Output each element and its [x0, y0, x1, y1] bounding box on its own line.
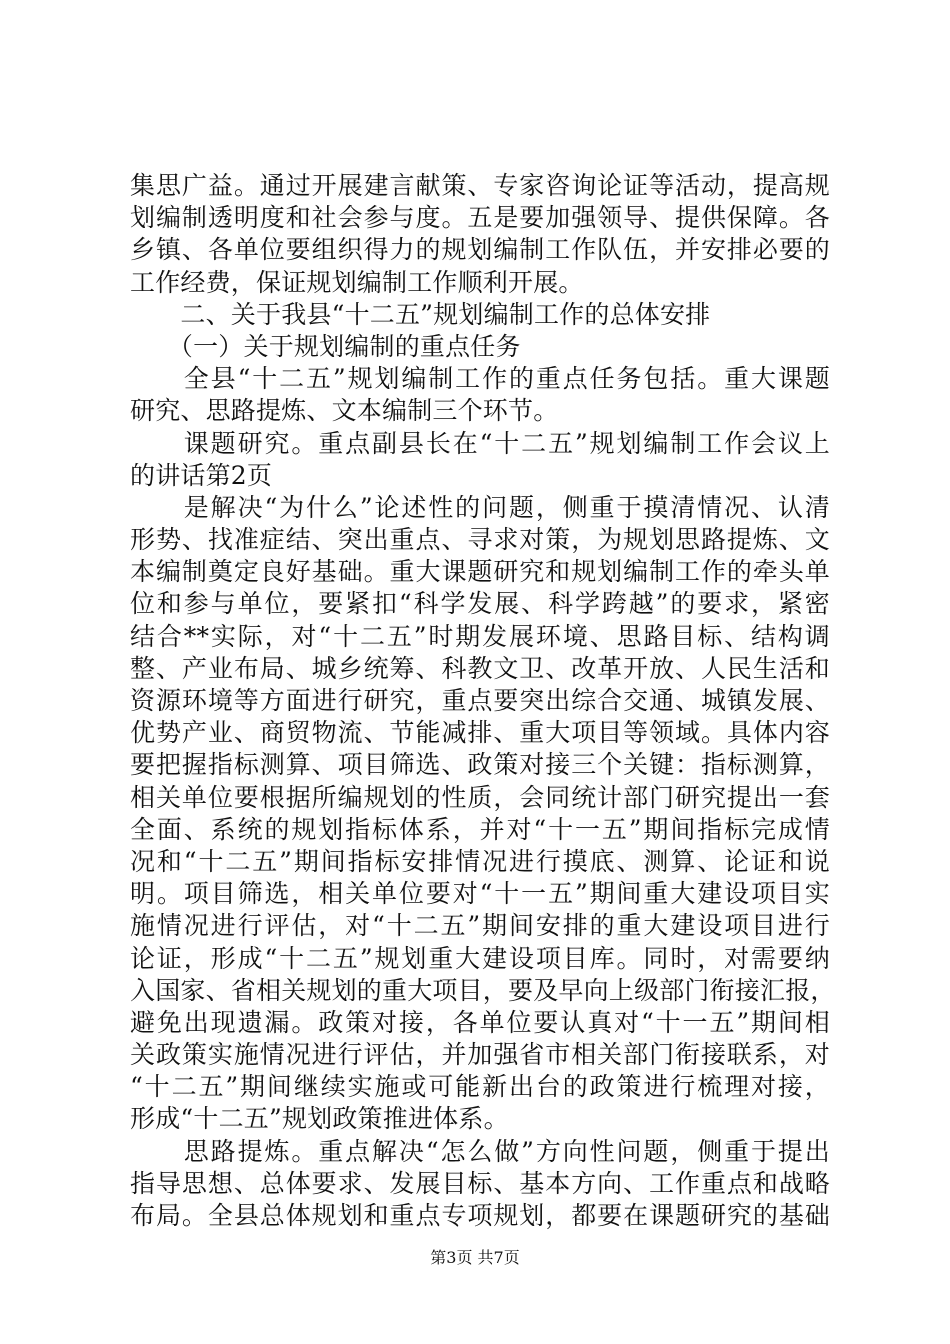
- text-line: 资源环境等方面进行研究，重点要突出综合交通、城镇发展、: [130, 686, 830, 715]
- text-line: 是解决“为什么”论述性的问题，侧重于摸清情况、认清: [130, 492, 830, 522]
- text-line: 施情况进行评估，对“十二五”期间安排的重大建设项目进行: [130, 911, 830, 941]
- text-line: 论证，形成“十二五”规划重大建设项目库。同时，对需要纳: [130, 943, 830, 973]
- text-line: 的讲话第2页: [130, 460, 273, 490]
- text-line: 二、关于我县“十二五”规划编制工作的总体安排: [130, 299, 711, 329]
- document-body: [130, 170, 836, 1232]
- text-line: 避免出现遗漏。政策对接，各单位要认真对“十一五”期间相: [130, 1007, 830, 1037]
- text-line: 工作经费，保证规划编制工作顺利开展。: [130, 267, 584, 297]
- text-line: 要把握指标测算、项目筛选、政策对接三个关键：指标测算，: [130, 750, 830, 780]
- text-line: 本编制奠定良好基础。重大课题研究和规划编制工作的牵头单: [130, 557, 830, 587]
- text-line: 整、产业布局、城乡统筹、科教文卫、改革开放、人民生活和: [130, 653, 830, 683]
- text-line: 关政策实施情况进行评估，并加强省市相关部门衔接联系，对: [130, 1040, 830, 1070]
- text-line: 课题研究。重点副县长在“十二五”规划编制工作会议上: [130, 428, 830, 458]
- text-line: 乡镇、各单位要组织得力的规划编制工作队伍，并安排必要的: [130, 235, 830, 265]
- text-line: （一）关于规划编制的重点任务: [130, 331, 521, 361]
- text-line: “十二五”期间继续实施或可能新出台的政策进行梳理对接，: [130, 1072, 830, 1102]
- text-line: 入国家、省相关规划的重大项目，要及早向上级部门衔接汇报，: [130, 975, 836, 1005]
- text-line: 优势产业、商贸物流、节能减排、重大项目等领域。具体内容: [130, 718, 830, 748]
- text-line: 结合**实际，对“十二五”时期发展环境、思路目标、结构调: [130, 621, 830, 651]
- text-line: 全面、系统的规划指标体系，并对“十一五”期间指标完成情: [130, 814, 830, 844]
- text-line: 全县“十二五”规划编制工作的重点任务包括。重大课题: [130, 364, 830, 394]
- text-line: 研究、思路提炼、文本编制三个环节。: [130, 396, 559, 426]
- text-line: 集思广益。通过开展建言献策、专家咨询论证等活动，提高规: [130, 171, 830, 200]
- text-line: 形成“十二五”规划政策推进体系。: [130, 1104, 509, 1134]
- page-footer: 第3页 共7页: [430, 1248, 520, 1267]
- text-line: 况和“十二五”期间指标安排情况进行摸底、测算、论证和说: [130, 846, 830, 876]
- text-line: 思路提炼。重点解决“怎么做”方向性问题，侧重于提出: [130, 1136, 830, 1166]
- text-line: 明。项目筛选，相关单位要对“十一五”期间重大建设项目实: [130, 879, 830, 909]
- text-line: 位和参与单位，要紧扣“科学发展、科学跨越”的要求，紧密: [130, 589, 830, 619]
- text-line: 相关单位要根据所编规划的性质，会同统计部门研究提出一套: [130, 782, 830, 812]
- text-line: 形势、找准症结、突出重点、寻求对策，为规划思路提炼、文: [130, 525, 830, 555]
- text-line: 指导思想、总体要求、发展目标、基本方向、工作重点和战略: [130, 1168, 830, 1198]
- text-line: 布局。全县总体规划和重点专项规划，都要在课题研究的基础: [130, 1201, 830, 1230]
- text-line: 划编制透明度和社会参与度。五是要加强领导、提供保障。各: [130, 203, 830, 233]
